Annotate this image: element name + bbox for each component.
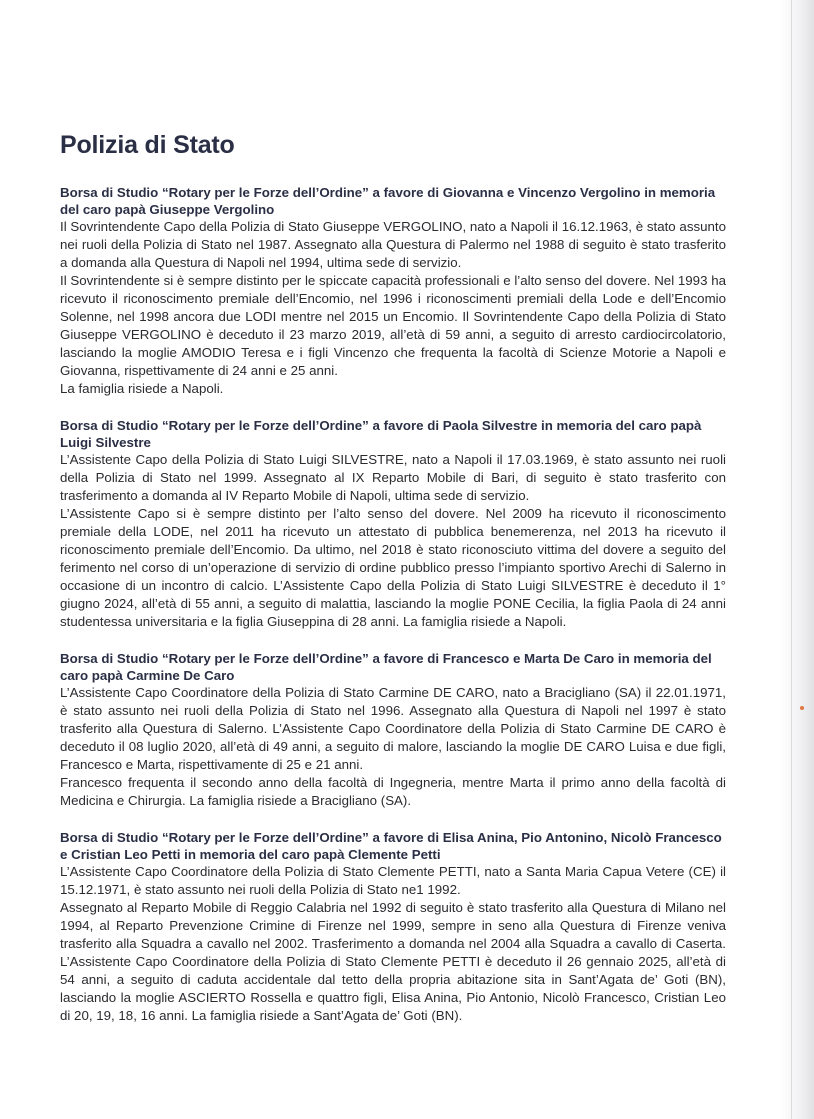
section-paragraph: Francesco frequenta il secondo anno della facoltà di Ingegneria, mentre Marta il primo anno della facoltà di Medicina e Chirurgia. La famiglia risiede a Bracigliano (SA). [60, 775, 726, 808]
section-paragraph: Il Sovrintendente Capo della Polizia di Stato Giuseppe VERGOLINO, nato a Napoli il 16.12.1963, è stato assunto nei ruoli della Polizia di Stato nel 1987. Assegnato alla Questura di Palermo nel 1988 di seguito è stato trasferito a domanda alla Questura di Napoli nel 1994, ultima sede di servizio. [60, 219, 726, 270]
section-paragraph: L’Assistente Capo della Polizia di Stato Luigi SILVESTRE, nato a Napoli il 17.03.1969, è stato assunto nei ruoli della Polizia di Stato nel 1999. Assegnato al IX Reparto Mobile di Bari, di seguito è stato trasferito con trasferimento a domanda al IV Reparto Mobile di Napoli, ultima sede di servizio. [60, 452, 726, 503]
section-paragraph: L’Assistente Capo Coordinatore della Polizia di Stato Carmine DE CARO, nato a Bracigliano (SA) il 22.01.1971, è stato assunto nei ruoli della Polizia di Stato nel 1996. Assegnato alla Questura di Napoli nel 1997 è stato trasferito alla Questura di Salerno. L’Assistente Capo Coordinatore della Polizia di Stato Carmine DE CARO è deceduto il 08 luglio 2020, all’età di 49 anni, a seguito di malore, lasciando la moglie DE CARO Luisa e due figli, Francesco e Marta, rispettivamente di 25 e 21 anni. [60, 685, 726, 772]
section-heading: Borsa di Studio “Rotary per le Forze dell’Ordine” a favore di Giovanna e Vincenzo Vergolino in memoria del caro papà Giuseppe Vergolino [60, 185, 716, 217]
scholarship-section-vergolino [60, 184, 726, 398]
scholarship-section-de-caro [60, 650, 726, 810]
scan-mark [800, 706, 804, 710]
section-paragraph: Assegnato al Reparto Mobile di Reggio Calabria nel 1992 di seguito è stato trasferito alla Questura di Milano nel 1994, al Reparto Prevenzione Crimine di Firenze nel 1999, sempre in seno alla Questura di Firenze veniva trasferito alla Squadra a cavallo nel 2002. Trasferimento a domanda nel 2004 alla Squadra a cavallo di Caserta. L’Assistente Capo Coordinatore della Polizia di Stato Clemente PETTI è deceduto il 26 gennaio 2025, all’età di 54 anni, a seguito di caduta accidentale dal tetto della propria abitazione sita in Sant’Agata de’ Goti (BN), lasciando la moglie ASCIERTO Rossella e quattro figli, Elisa Anina, Pio Antonio, Nicolò Francesco, Cristian Leo di 20, 19, 18, 16 anni. La famiglia risiede a Sant’Agata de’ Goti (BN). [60, 900, 726, 1023]
section-paragraph: Il Sovrintendente si è sempre distinto per le spiccate capacità professionali e l’alto senso del dovere. Nel 1993 ha ricevuto il riconoscimento premiale dell’Encomio, nel 1996 i riconoscimenti premiali della Lode e dell’Encomio Solenne, nel 1998 ancora due LODI mentre nel 2015 un Encomio. Il Sovrintendente Capo della Polizia di Stato Giuseppe VERGOLINO è deceduto il 23 marzo 2019, all’età di 59 anni, a seguito di arresto cardiocircolatorio, lasciando la moglie AMODIO Teresa e i figli Vincenzo che frequenta la facoltà di Scienze Motorie a Napoli e Giovanna, rispettivamente di 24 anni e 25 anni. [60, 273, 726, 378]
page-shadow [780, 0, 814, 1119]
section-paragraph: L’Assistente Capo Coordinatore della Polizia di Stato Clemente PETTI, nato a Santa Maria Capua Vetere (CE) il 15.12.1971, è stato assunto nei ruoli della Polizia di Stato ne1 1992. [60, 864, 726, 897]
page-title: Polizia di Stato [60, 131, 235, 159]
section-paragraph: La famiglia risiede a Napoli. [60, 381, 224, 396]
scholarship-section-silvestre [60, 417, 726, 631]
scholarship-section-petti [60, 829, 726, 1025]
section-heading: Borsa di Studio “Rotary per le Forze dell’Ordine” a favore di Paola Silvestre in memoria del caro papà Luigi Silvestre [60, 418, 702, 450]
section-heading: Borsa di Studio “Rotary per le Forze dell’Ordine” a favore di Francesco e Marta De Caro in memoria del caro papà Carmine De Caro [60, 651, 712, 683]
section-heading: Borsa di Studio “Rotary per le Forze dell’Ordine” a favore di Elisa Anina, Pio Antonino, Nicolò Francesco e Cristian Leo Petti in memoria del caro papà Clemente Petti [60, 830, 722, 862]
section-paragraph: L’Assistente Capo si è sempre distinto per l’alto senso del dovere. Nel 2009 ha ricevuto il riconoscimento premiale della LODE, nel 2011 ha ricevuto un attestato di pubblica benemerenza, nel 2013 ha ricevuto il riconoscimento premiale dell’Encomio. Da ultimo, nel 2018 è stato riconosciuto vittima del dovere a seguito del ferimento nel corso di un’operazione di servizio di ordine pubblico presso l’impianto sportivo Arechi di Salerno in occasione di un incontro di calcio. L’Assistente Capo della Polizia di Stato Luigi SILVESTRE è deceduto il 1° giugno 2024, all’età di 55 anni, a seguito di malattia, lasciando la moglie PONE Cecilia, la figlia Paola di 24 anni studentessa universitaria e la figlia Giuseppina di 28 anni. La famiglia risiede a Napoli. [60, 506, 726, 629]
document-body [60, 130, 726, 1044]
